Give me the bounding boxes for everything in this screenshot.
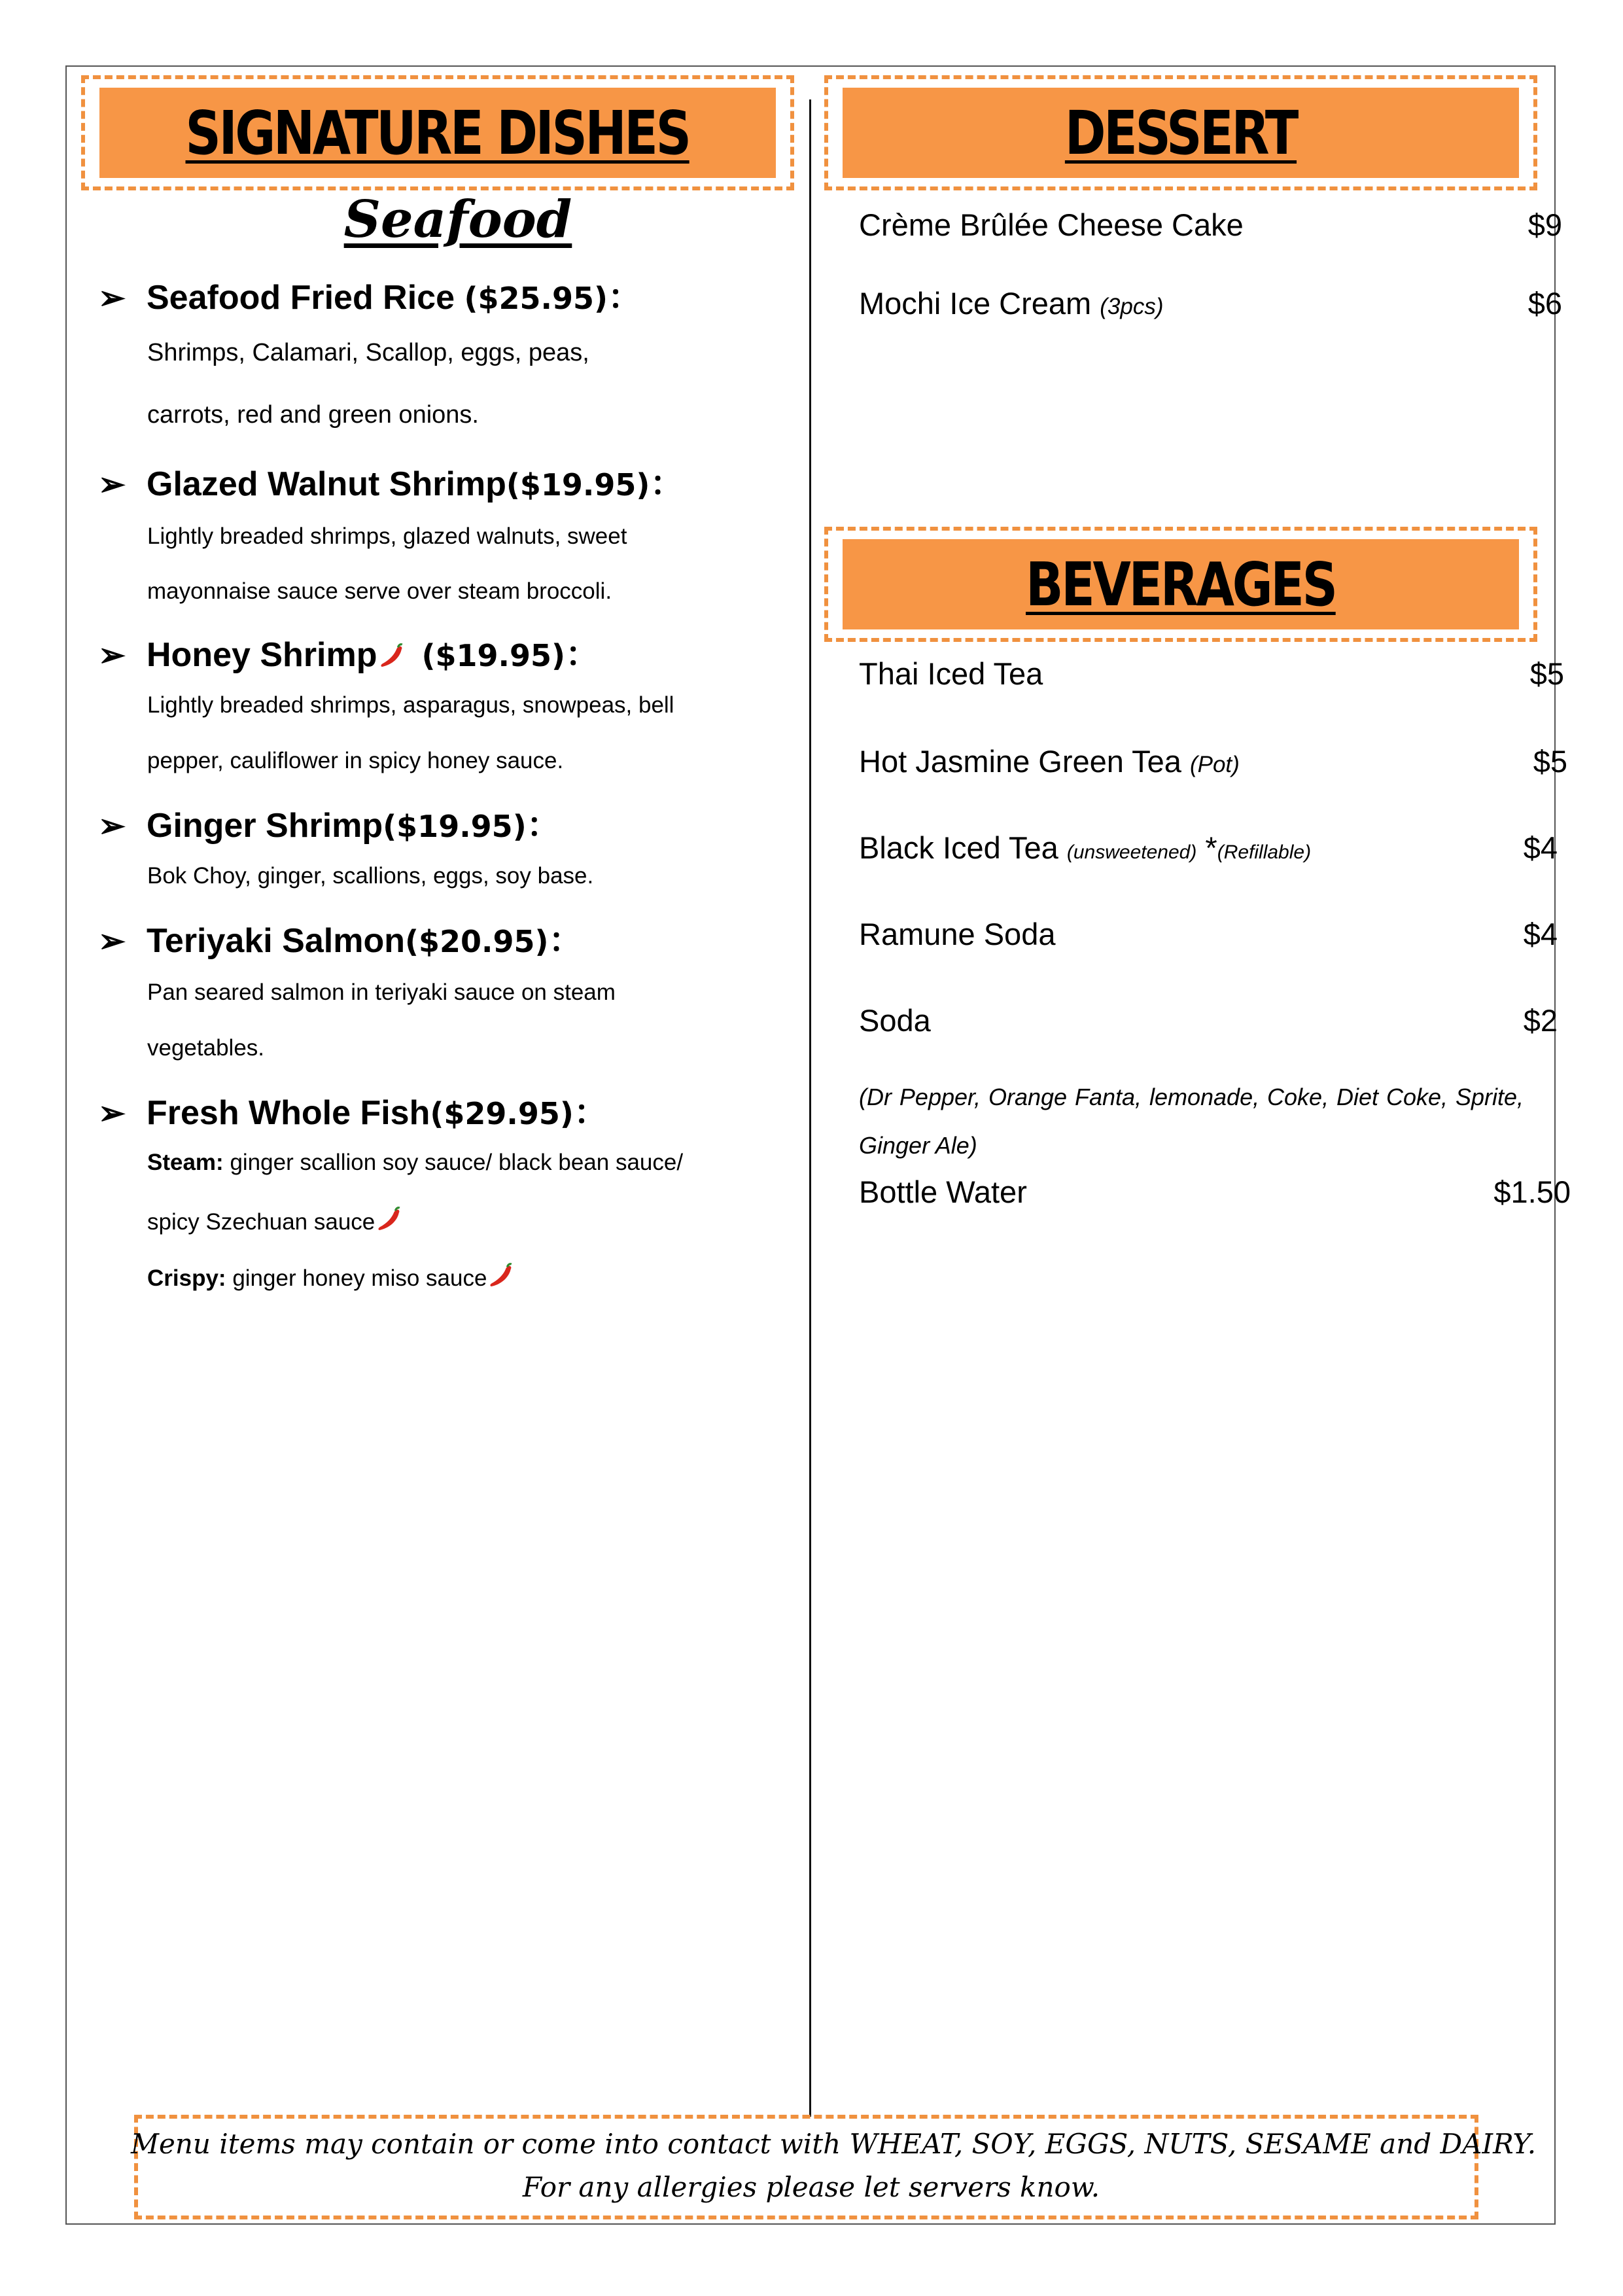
item-star: *	[1196, 830, 1217, 865]
dish-name: Honey Shrimp	[147, 636, 377, 674]
dish-description: mayonnaise sauce serve over steam broccoli.	[147, 578, 612, 604]
arrow-bullet-icon: ➢	[98, 923, 126, 959]
dish-seafood-fried-rice	[98, 270, 642, 319]
beverage-item-name: Ramune Soda	[859, 917, 1056, 951]
beverage-item-price: $5	[1529, 656, 1564, 691]
dish-honey-shrimp	[98, 627, 599, 676]
chili-pepper-icon	[487, 1262, 514, 1290]
signature-header-banner	[99, 88, 776, 178]
signature-title: SIGNATURE DISHES	[185, 97, 690, 168]
arrow-bullet-icon: ➢	[98, 1095, 126, 1131]
colon: ：	[650, 465, 684, 503]
colon: ：	[573, 1094, 608, 1132]
beverage-item-price: $1.50	[1493, 1174, 1571, 1209]
item-note-2: (Refillable)	[1217, 841, 1312, 863]
dish-price: ($19.95)	[383, 809, 527, 844]
beverages-title: BEVERAGES	[1026, 549, 1336, 620]
chili-pepper-icon	[377, 643, 405, 670]
dish-name: Ginger Shrimp	[147, 807, 383, 845]
item-label: Black Iced Tea	[859, 830, 1067, 865]
item-note: (3pcs)	[1100, 294, 1164, 319]
dessert-header-banner	[843, 88, 1519, 178]
arrow-bullet-icon: ➢	[98, 466, 126, 503]
dish-ginger-shrimp	[98, 798, 561, 847]
beverages-header-banner	[843, 539, 1519, 629]
dish-description: pepper, cauliflower in spicy honey sauce.	[147, 748, 564, 773]
dish-price: ($29.95)	[430, 1096, 574, 1131]
crispy-sauce: ginger honey miso sauce	[226, 1265, 487, 1291]
item-note: (unsweetened)	[1066, 841, 1197, 863]
allergy-notice-line1: Menu items may contain or come into contact with WHEAT, SOY, EGGS, NUTS, SESAME and DAIRY.	[131, 2128, 1537, 2160]
dish-name: Seafood Fried Rice	[147, 279, 464, 317]
colon: ：	[548, 922, 583, 960]
beverage-item-price: $5	[1533, 744, 1567, 779]
column-divider	[809, 99, 811, 2117]
dish-glazed-walnut-shrimp	[98, 456, 684, 505]
dessert-item-price: $9	[1527, 207, 1562, 242]
dessert-item-price: $6	[1527, 286, 1562, 321]
soda-flavor-list: (Dr Pepper, Orange Fanta, lemonade, Coke, Diet Coke, Sprite, Ginger Ale)	[859, 1084, 1524, 1159]
dish-price: ($20.95)	[404, 924, 549, 959]
dish-description: Lightly breaded shrimps, glazed walnuts, sweet	[147, 523, 627, 549]
arrow-bullet-icon: ➢	[98, 637, 126, 673]
beverage-item-name	[859, 743, 1240, 779]
dessert-item-name: Crème Brûlée Cheese Cake	[859, 207, 1244, 242]
beverage-item-price: $4	[1523, 830, 1558, 865]
seafood-subtitle: Seafood	[343, 190, 572, 249]
dish-description: Bok Choy, ginger, scallions, eggs, soy base.	[147, 863, 594, 889]
dish-price: ($25.95)	[464, 281, 608, 316]
dish-description: Shrimps, Calamari, Scallop, eggs, peas,	[147, 339, 589, 366]
steam-label: Steam:	[147, 1150, 224, 1175]
steam-sauces-cont: spicy Szechuan sauce	[147, 1209, 375, 1235]
dish-price: ($19.95)	[421, 638, 566, 673]
steam-option	[147, 1150, 683, 1176]
dish-price: ($19.95)	[506, 467, 650, 503]
steam-option-cont	[147, 1206, 402, 1235]
dessert-item-name	[859, 285, 1164, 321]
crispy-label: Crispy:	[147, 1265, 226, 1291]
dish-description: Pan seared salmon in teriyaki sauce on steam	[147, 980, 616, 1005]
dish-description: carrots, red and green onions.	[147, 401, 479, 429]
dish-name: Teriyaki Salmon	[147, 922, 405, 960]
dish-fresh-whole-fish	[98, 1085, 608, 1134]
dish-name: Glazed Walnut Shrimp	[147, 465, 506, 503]
beverage-item-name: Soda	[859, 1003, 931, 1038]
beverage-item-name: Thai Iced Tea	[859, 656, 1043, 691]
crispy-option	[147, 1262, 514, 1292]
chili-pepper-icon	[375, 1206, 402, 1233]
beverage-item-name: Bottle Water	[859, 1174, 1027, 1209]
colon: ：	[608, 279, 642, 317]
dish-description: vegetables.	[147, 1035, 265, 1061]
arrow-bullet-icon: ➢	[98, 279, 126, 316]
item-label: Hot Jasmine Green Tea	[859, 744, 1190, 779]
colon: ：	[565, 636, 600, 674]
beverage-item-name	[859, 830, 1311, 866]
allergy-notice-line2: For any allergies please let servers know.	[522, 2171, 1100, 2203]
item-label: Mochi Ice Cream	[859, 286, 1100, 321]
beverage-item-price: $2	[1523, 1003, 1558, 1038]
dish-name: Fresh Whole Fish	[147, 1094, 430, 1132]
colon: ：	[526, 807, 561, 845]
dessert-title: DESSERT	[1064, 97, 1297, 168]
beverage-item-price: $4	[1523, 917, 1558, 951]
item-note: (Pot)	[1189, 752, 1240, 777]
dish-teriyaki-salmon	[98, 913, 583, 962]
arrow-bullet-icon: ➢	[98, 807, 126, 844]
dish-description: Lightly breaded shrimps, asparagus, snowpeas, bell	[147, 692, 674, 718]
steam-sauces: ginger scallion soy sauce/ black bean sauce/	[223, 1150, 684, 1175]
